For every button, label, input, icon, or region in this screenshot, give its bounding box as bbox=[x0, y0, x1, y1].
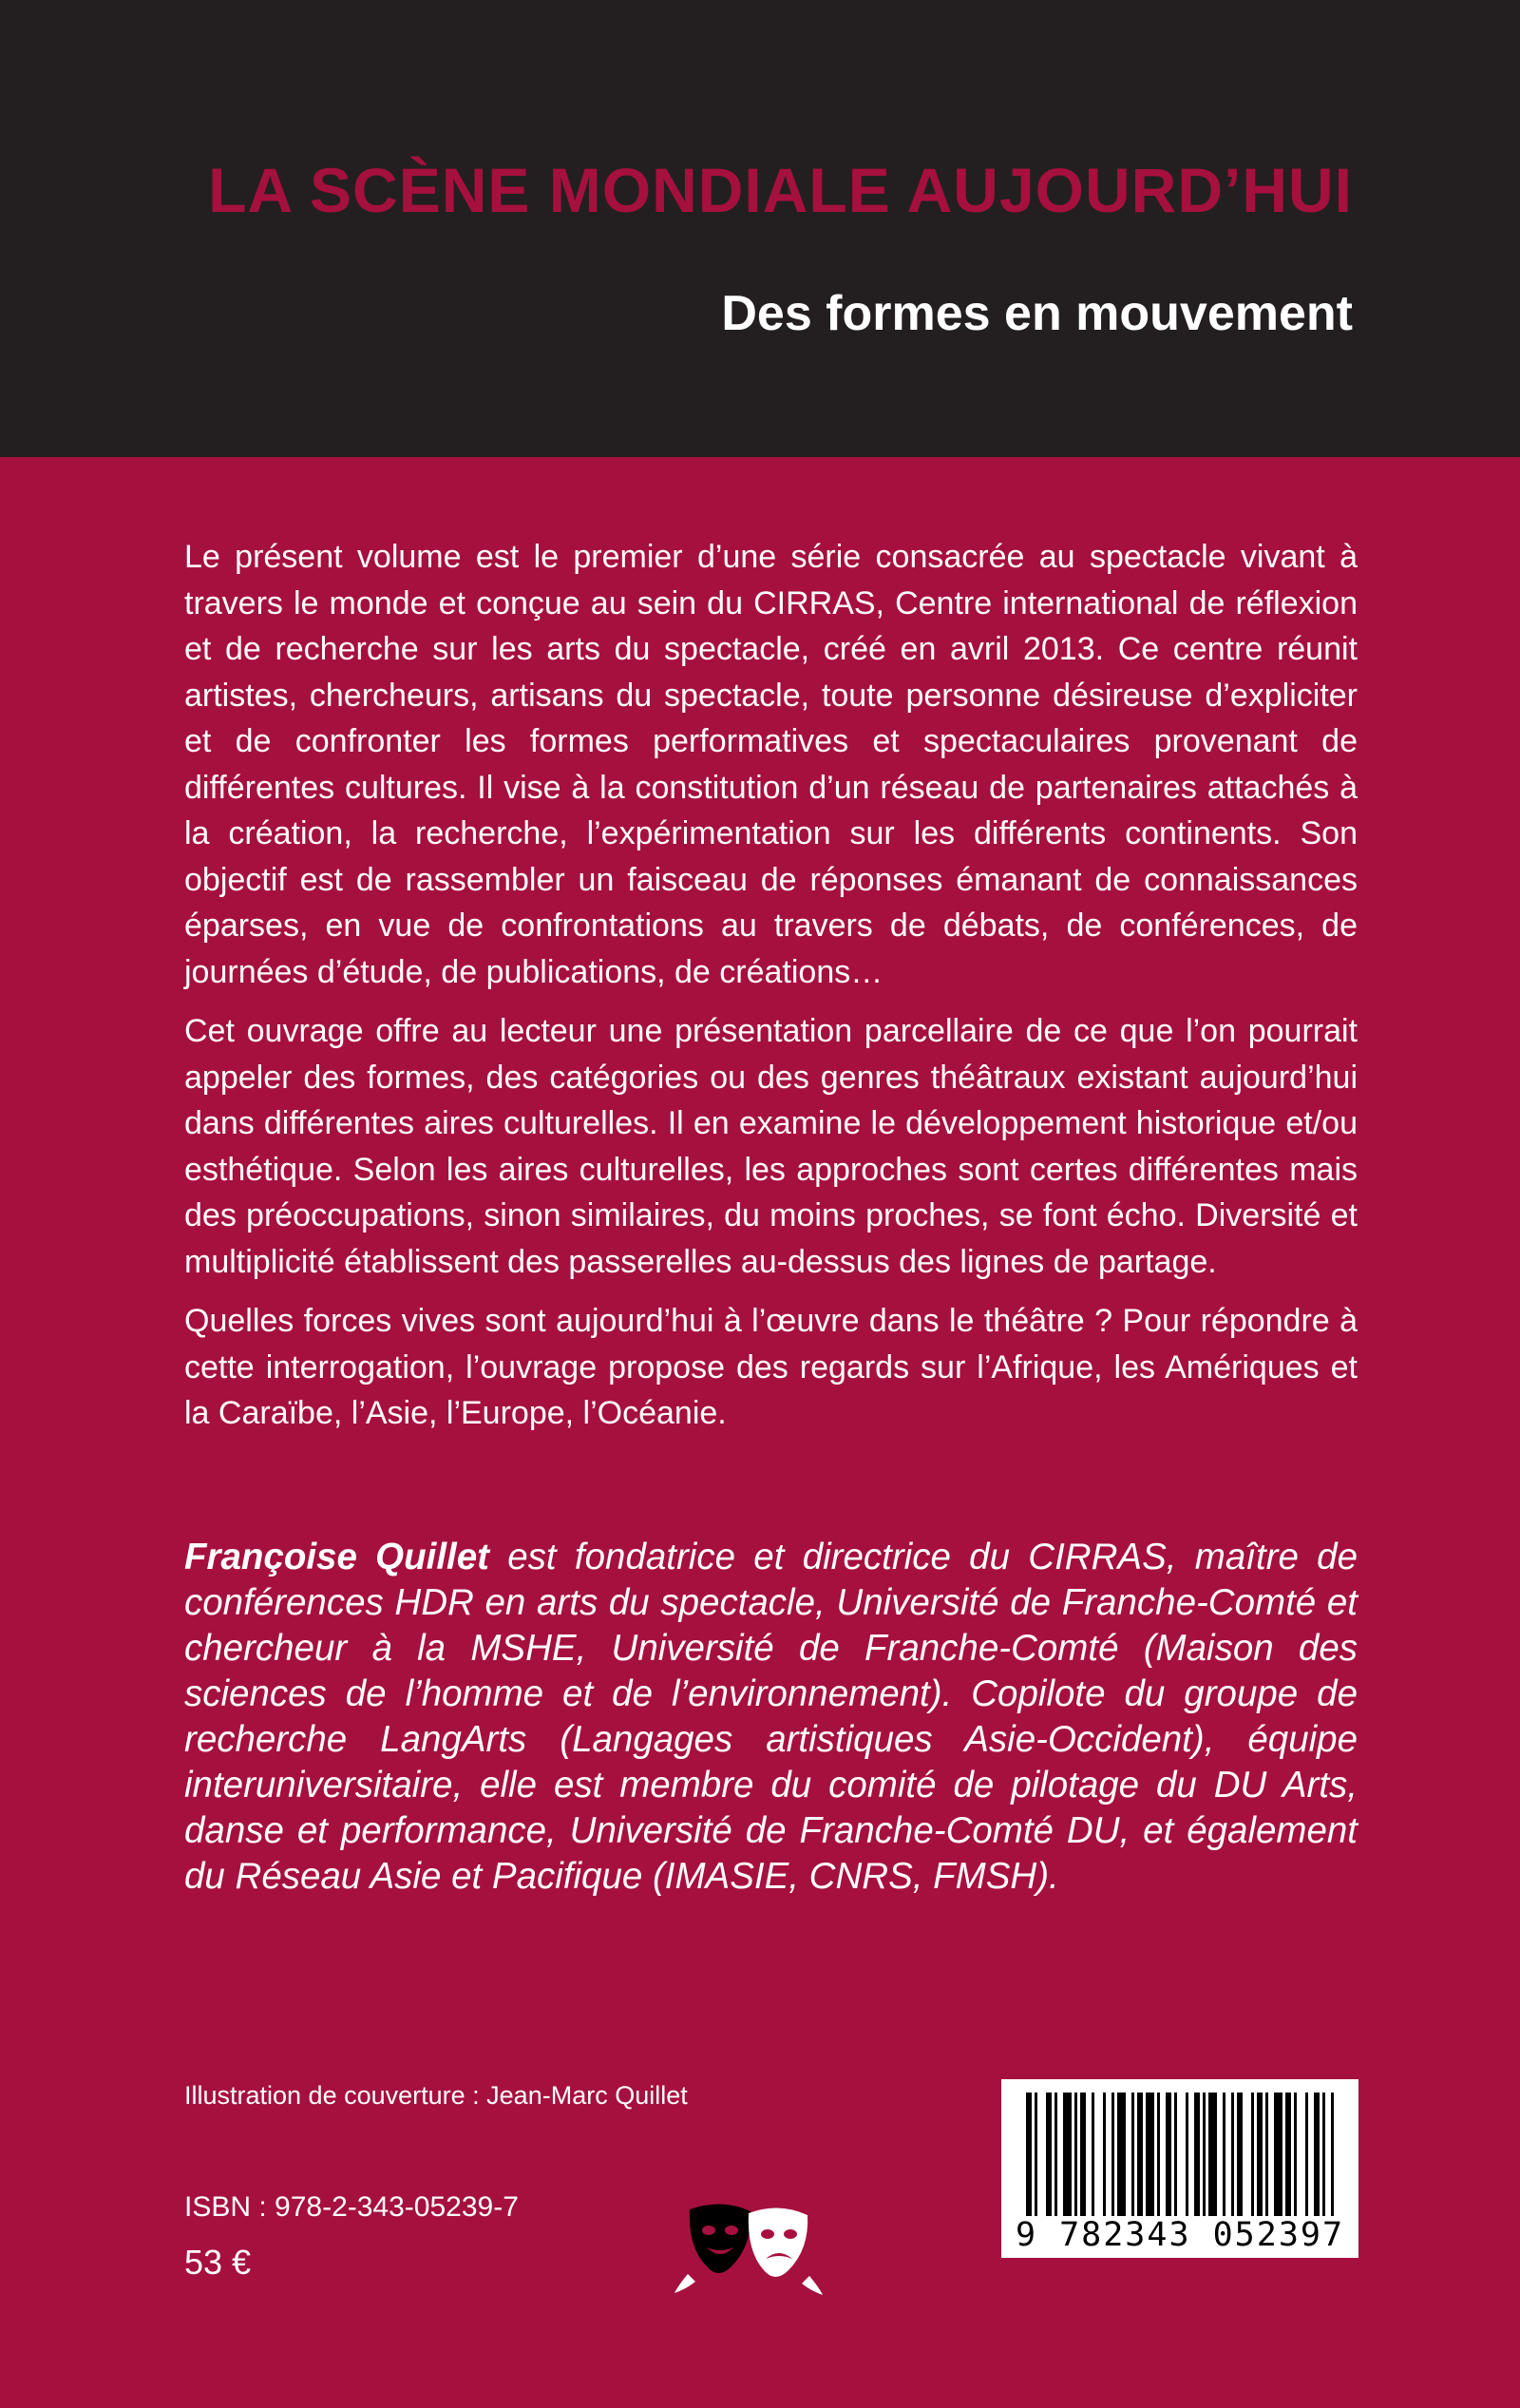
barcode-bar bbox=[1026, 2093, 1032, 2216]
barcode-bar bbox=[1274, 2093, 1282, 2216]
barcode-digits: 9 782343 052397 bbox=[1015, 2216, 1345, 2254]
barcode-bar bbox=[1092, 2093, 1094, 2216]
author-name: Françoise Quillet bbox=[184, 1537, 489, 1577]
barcode-bar bbox=[1080, 2093, 1086, 2216]
barcode-bar bbox=[1203, 2093, 1206, 2216]
barcode-bar bbox=[1137, 2093, 1143, 2216]
barcode-bar bbox=[1305, 2093, 1308, 2216]
barcode-bar bbox=[1035, 2093, 1037, 2216]
barcode-bar bbox=[1166, 2093, 1171, 2216]
barcode-bar bbox=[1251, 2093, 1254, 2216]
barcode-bar bbox=[1117, 2093, 1126, 2216]
barcode-bar bbox=[1131, 2093, 1134, 2216]
description-paragraph: Le présent volume est le premier d’une série consacrée au spectacle vivant à travers le monde et conçue au sein du CIRRAS, Centre international de réflexion et de recherche sur les arts du spectacle, créé en avril 2013. Ce centre réunit artistes, chercheurs, artisans du spectacle, toute personne désireuse d’expliciter et de confronter les formes performatives et spectaculaires provenant de différentes cultures. Il vise à la constitution d’un réseau de partenaires attachés à la création, la recherche, l’expérimentation sur les différents continents. Son objectif est de rassembler un faisceau de réponses émanant de connaissances éparses, en vue de confrontations au travers de débats, de conférences, de journées d’étude, de publications, de créations… bbox=[184, 539, 1358, 990]
barcode-bar bbox=[1223, 2093, 1226, 2216]
barcode-bar bbox=[1285, 2093, 1291, 2216]
barcode-bar bbox=[1046, 2093, 1052, 2216]
barcode-bar bbox=[1231, 2093, 1234, 2216]
barcode-bar bbox=[1265, 2093, 1268, 2216]
barcode-bar bbox=[1146, 2093, 1154, 2216]
author-bio bbox=[184, 1535, 1358, 1900]
barcode-bar bbox=[1237, 2093, 1243, 2216]
barcode-bar bbox=[1186, 2093, 1188, 2216]
barcode-bar bbox=[1257, 2093, 1263, 2216]
barcode-bar bbox=[1174, 2093, 1177, 2216]
barcode-bar bbox=[1054, 2093, 1057, 2216]
barcode-bar bbox=[1294, 2093, 1297, 2216]
book-title: LA SCÈNE MONDIALE AUJOURD’HUI bbox=[208, 155, 1353, 225]
description-paragraph: Quelles forces vives sont aujourd’hui à l’œuvre dans le théâtre ? Pour répondre à cette interrogation, l’ouvrage propose des regards sur l’Afrique, les Amériques et la Caraïbe, l’Asie, l’Europe, l’Océanie. bbox=[184, 1303, 1358, 1431]
barcode-bar bbox=[1314, 2093, 1320, 2216]
theatre-masks-icon bbox=[673, 2190, 825, 2297]
description-block bbox=[184, 534, 1358, 1450]
description-paragraph: Cet ouvrage offre au lecteur une présentation parcellaire de ce que l’on pourrait appeler des formes, des catégories ou des genres théâtraux existant aujourd’hui dans différentes aires culturelles. Il en examine le développement historique et/ou esthétique. Selon les aires culturelles, les approches sont certes différentes mais des préoccupations, sinon similaires, du moins proches, se font écho. Diversité et multiplicité établissent des passerelles au-dessus des lignes de partage. bbox=[184, 1013, 1358, 1280]
header-band bbox=[0, 0, 1520, 457]
barcode-bar bbox=[1331, 2093, 1334, 2216]
barcode-bar bbox=[1074, 2093, 1077, 2216]
price: 53 € bbox=[184, 2243, 252, 2282]
author-bio-text: est fondatrice et directrice du CIRRAS, maître de conférences HDR en arts du spectacle, Université de Franche-Comté et chercheur à la MSHE, Université de Franche-Comté (Maison des sciences de l’homme et de l’environnement). Copilote du groupe de recherche LangArts (Langages artistiques Asie-Occident), équipe interuniversitaire, elle est membre du comité de pilotage du DU Arts, danse et performance, Université de Franche-Comté DU, et également du Réseau Asie et Pacifique (IMASIE, CNRS, FMSH). bbox=[184, 1537, 1358, 1897]
barcode-bar bbox=[1103, 2093, 1106, 2216]
barcode-bar bbox=[1322, 2093, 1325, 2216]
isbn-number: ISBN : 978-2-343-05239-7 bbox=[184, 2191, 519, 2223]
barcode-bar bbox=[1063, 2093, 1072, 2216]
book-subtitle: Des formes en mouvement bbox=[721, 286, 1353, 341]
isbn-barcode bbox=[1001, 2079, 1358, 2258]
barcode-bar bbox=[1157, 2093, 1160, 2216]
barcode-bar bbox=[1112, 2093, 1114, 2216]
barcode-bar bbox=[1208, 2093, 1217, 2216]
barcode-bar bbox=[1194, 2093, 1200, 2216]
illustration-credit: Illustration de couverture : Jean-Marc Quillet bbox=[184, 2081, 688, 2110]
